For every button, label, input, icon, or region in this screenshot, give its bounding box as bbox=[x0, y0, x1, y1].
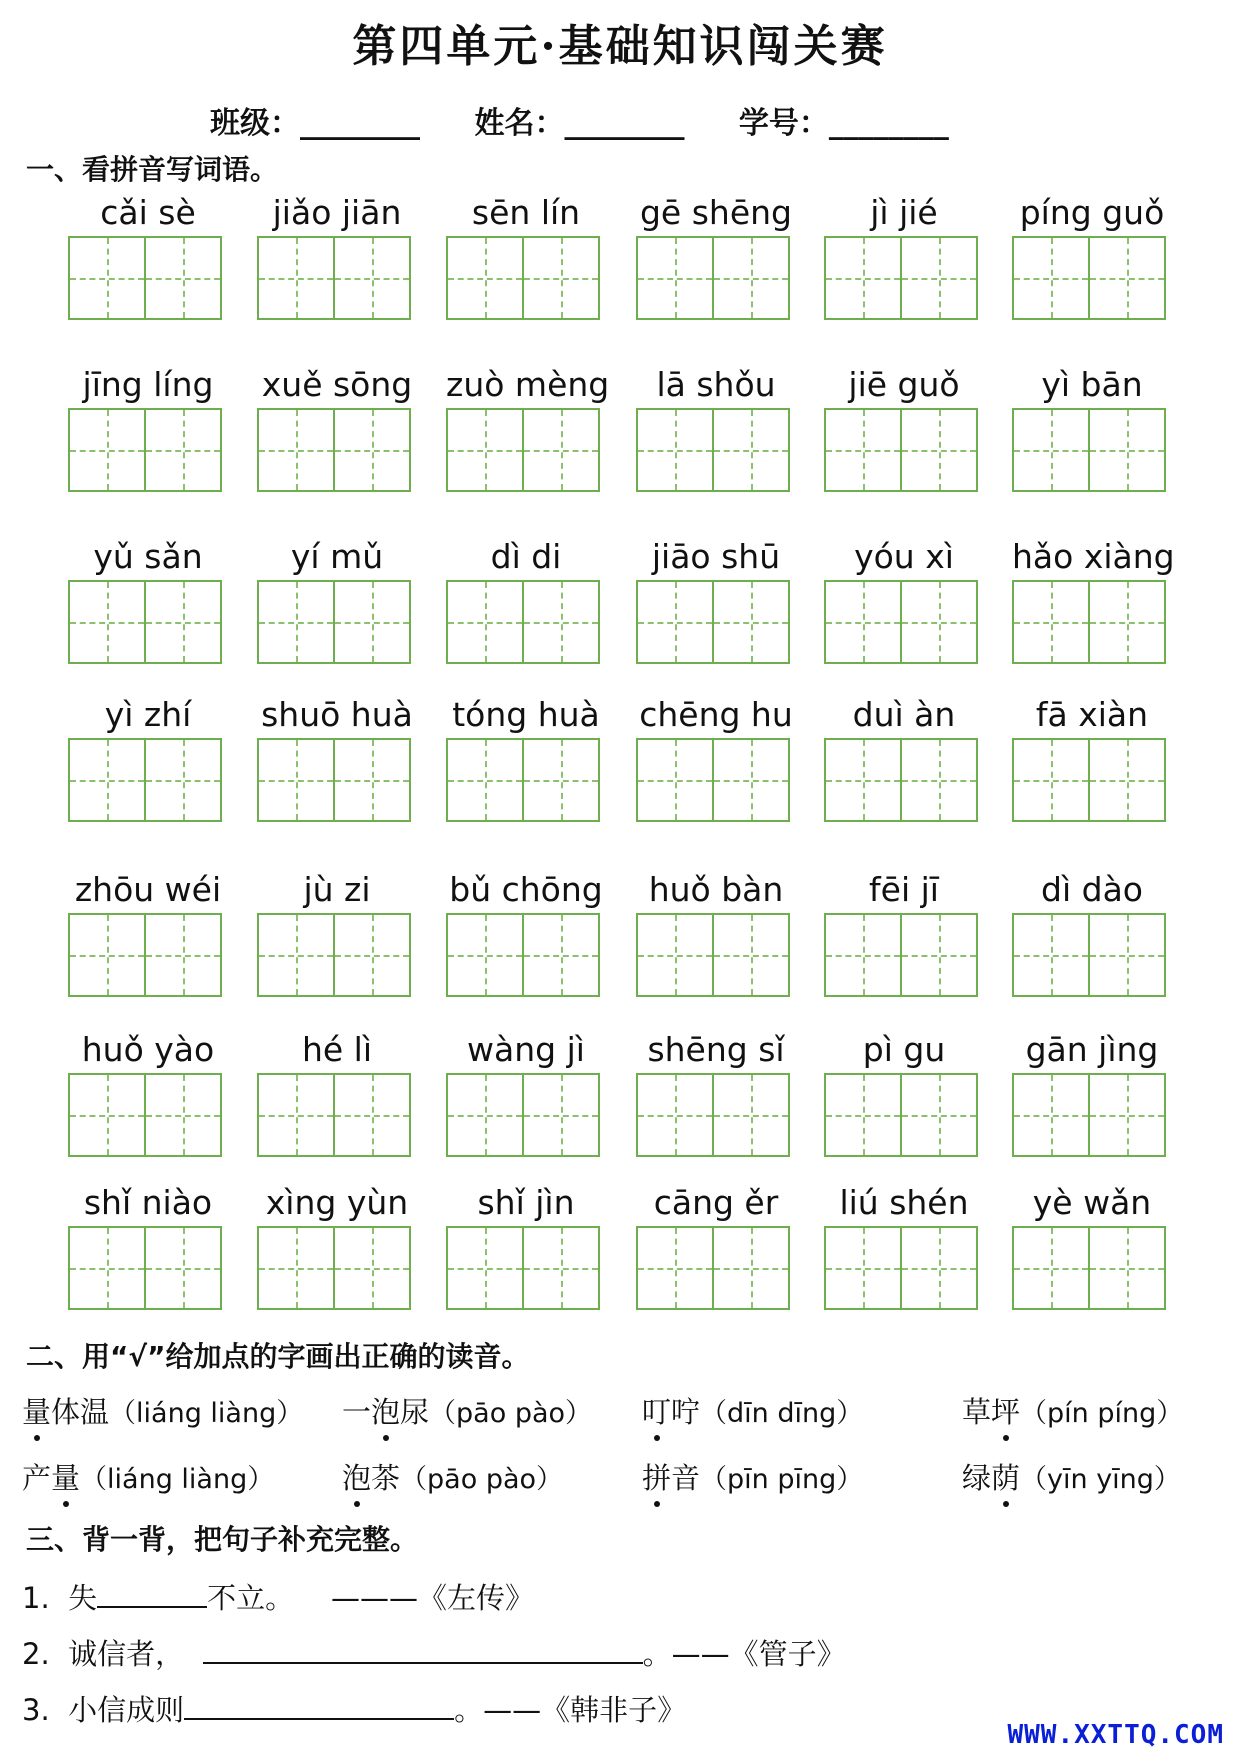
writing-cell[interactable] bbox=[257, 1073, 335, 1157]
tianzige-box-pair bbox=[824, 1226, 984, 1310]
writing-cell[interactable] bbox=[144, 738, 222, 822]
writing-cell[interactable] bbox=[636, 1073, 714, 1157]
pinyin-label: jīng líng bbox=[82, 365, 214, 404]
pinyin-options[interactable]: （pín píng） bbox=[1020, 1398, 1184, 1429]
pinyin-options[interactable]: （pīn pīng） bbox=[700, 1464, 864, 1495]
writing-cell[interactable] bbox=[1088, 1226, 1166, 1310]
tianzige-box-pair bbox=[1012, 1073, 1172, 1157]
word-item bbox=[446, 190, 606, 320]
writing-cell[interactable] bbox=[333, 1073, 411, 1157]
pinyin-label: bǔ chōng bbox=[449, 870, 603, 909]
writing-cell[interactable] bbox=[636, 738, 714, 822]
tianzige-box-pair bbox=[446, 738, 606, 822]
dotted-character: 量 bbox=[22, 1390, 51, 1431]
tianzige-box-pair bbox=[68, 1073, 228, 1157]
reading-item[interactable] bbox=[22, 1456, 342, 1497]
pinyin-label: jiē guǒ bbox=[848, 365, 960, 404]
word-item bbox=[1012, 1027, 1172, 1157]
pinyin-label: liú shén bbox=[839, 1183, 969, 1222]
word-row bbox=[0, 692, 1240, 867]
tianzige-box-pair bbox=[1012, 408, 1172, 492]
writing-cell[interactable] bbox=[636, 580, 714, 664]
pinyin-label: huǒ bàn bbox=[648, 870, 784, 909]
writing-cell[interactable] bbox=[1012, 738, 1090, 822]
tianzige-box-pair bbox=[1012, 580, 1172, 664]
tianzige-box-pair bbox=[257, 408, 417, 492]
writing-cell[interactable] bbox=[144, 236, 222, 320]
writing-cell[interactable] bbox=[257, 738, 335, 822]
word-item bbox=[1012, 867, 1172, 997]
pinyin-label: huǒ yào bbox=[81, 1030, 215, 1069]
pinyin-label: píng guǒ bbox=[1019, 193, 1165, 232]
section1-heading: 一、看拼音写词语。 bbox=[26, 153, 279, 186]
writing-cell[interactable] bbox=[333, 236, 411, 320]
pinyin-label: dì dào bbox=[1041, 870, 1143, 909]
tianzige-box-pair bbox=[824, 408, 984, 492]
writing-cell[interactable] bbox=[68, 1226, 146, 1310]
writing-cell[interactable] bbox=[68, 1073, 146, 1157]
tianzige-box-pair bbox=[636, 738, 796, 822]
pinyin-options[interactable]: （yīn yīng） bbox=[1020, 1464, 1181, 1495]
line-number: 3. bbox=[22, 1693, 50, 1727]
line-prefix: 诚信者， bbox=[68, 1637, 185, 1671]
writing-cell[interactable] bbox=[144, 580, 222, 664]
writing-cell[interactable] bbox=[522, 913, 600, 997]
word-item bbox=[68, 362, 228, 492]
writing-cell[interactable] bbox=[1012, 1226, 1090, 1310]
recite-line-1 bbox=[22, 1576, 534, 1617]
word-text: 一 bbox=[342, 1395, 372, 1429]
word-item bbox=[257, 1027, 417, 1157]
dotted-character: 叮 bbox=[642, 1390, 671, 1431]
writing-cell[interactable] bbox=[446, 236, 524, 320]
pinyin-label: jù zi bbox=[303, 870, 371, 909]
writing-cell[interactable] bbox=[636, 408, 714, 492]
writing-cell[interactable] bbox=[824, 1073, 902, 1157]
writing-cell[interactable] bbox=[446, 1073, 524, 1157]
reading-item[interactable] bbox=[342, 1390, 642, 1431]
tianzige-box-pair bbox=[1012, 738, 1172, 822]
word-item bbox=[257, 867, 417, 997]
writing-cell[interactable] bbox=[446, 913, 524, 997]
writing-cell[interactable] bbox=[824, 913, 902, 997]
pinyin-label: gē shēng bbox=[639, 193, 792, 232]
word-item bbox=[257, 190, 417, 320]
writing-cell[interactable] bbox=[900, 913, 978, 997]
word-item bbox=[636, 362, 796, 492]
writing-cell[interactable] bbox=[333, 913, 411, 997]
tianzige-box-pair bbox=[824, 580, 984, 664]
writing-cell[interactable] bbox=[333, 580, 411, 664]
section2-heading: 二、用“√”给加点的字画出正确的读音。 bbox=[26, 1340, 530, 1373]
pinyin-label: chēng hu bbox=[639, 695, 793, 734]
section3-heading: 三、背一背，把句子补充完整。 bbox=[26, 1523, 419, 1556]
writing-cell[interactable] bbox=[1088, 580, 1166, 664]
pinyin-label: zhōu wéi bbox=[74, 870, 222, 909]
dotted-character: 量 bbox=[51, 1456, 80, 1497]
reading-row bbox=[22, 1390, 1232, 1456]
pinyin-label: duì àn bbox=[852, 695, 956, 734]
tianzige-box-pair bbox=[636, 408, 796, 492]
tianzige-box-pair bbox=[824, 1073, 984, 1157]
pinyin-label: zuò mèng bbox=[446, 365, 610, 404]
tianzige-box-pair bbox=[1012, 236, 1172, 320]
dotted-character: 泡 bbox=[371, 1390, 400, 1431]
word-text: 咛 bbox=[671, 1395, 701, 1429]
tianzige-box-pair bbox=[257, 1073, 417, 1157]
reading-choices bbox=[22, 1390, 1232, 1522]
reading-item[interactable] bbox=[22, 1390, 342, 1431]
pinyin-options[interactable]: （dīn dīng） bbox=[700, 1398, 864, 1429]
word-item bbox=[1012, 362, 1172, 492]
writing-cell[interactable] bbox=[636, 913, 714, 997]
word-item bbox=[1012, 692, 1172, 822]
word-item bbox=[824, 692, 984, 822]
writing-cell[interactable] bbox=[824, 1226, 902, 1310]
student-id-field[interactable]: 学号：________ bbox=[738, 106, 949, 141]
recite-line-2 bbox=[22, 1632, 846, 1673]
writing-cell[interactable] bbox=[900, 1226, 978, 1310]
pinyin-label: yì bān bbox=[1041, 365, 1143, 404]
reading-item[interactable] bbox=[642, 1456, 962, 1497]
writing-cell[interactable] bbox=[1012, 236, 1090, 320]
word-item bbox=[1012, 190, 1172, 320]
word-row bbox=[0, 1180, 1240, 1340]
word-item bbox=[824, 1180, 984, 1310]
writing-cell[interactable] bbox=[257, 236, 335, 320]
writing-cell[interactable] bbox=[900, 408, 978, 492]
writing-cell[interactable] bbox=[522, 236, 600, 320]
tianzige-box-pair bbox=[636, 580, 796, 664]
tianzige-box-pair bbox=[257, 236, 417, 320]
page-title: 第四单元·基础知识闯关赛 bbox=[352, 21, 888, 72]
pinyin-label: xìng yùn bbox=[265, 1183, 409, 1222]
writing-cell[interactable] bbox=[1088, 236, 1166, 320]
word-item bbox=[636, 1180, 796, 1310]
dotted-character: 泡 bbox=[342, 1456, 371, 1497]
tianzige-box-pair bbox=[1012, 913, 1172, 997]
pinyin-word-grid bbox=[0, 190, 1240, 1340]
line-source: ———《左传》 bbox=[331, 1581, 535, 1615]
word-item bbox=[636, 534, 796, 664]
line-number: 1. bbox=[22, 1581, 50, 1615]
pinyin-label: xuě sōng bbox=[261, 365, 413, 404]
word-text: 草 bbox=[962, 1395, 992, 1429]
writing-cell[interactable] bbox=[144, 408, 222, 492]
pinyin-label: pì gu bbox=[862, 1030, 946, 1069]
writing-cell[interactable] bbox=[333, 408, 411, 492]
dotted-character: 荫 bbox=[991, 1456, 1020, 1497]
word-item bbox=[68, 867, 228, 997]
word-item bbox=[636, 190, 796, 320]
word-item bbox=[1012, 1180, 1172, 1310]
writing-cell[interactable] bbox=[446, 408, 524, 492]
writing-cell[interactable] bbox=[712, 408, 790, 492]
pinyin-label: yí mǔ bbox=[290, 537, 384, 576]
pinyin-label: yǔ sǎn bbox=[93, 537, 203, 576]
tianzige-box-pair bbox=[446, 408, 606, 492]
pinyin-label: jiǎo jiān bbox=[272, 193, 402, 232]
writing-cell[interactable] bbox=[1012, 1073, 1090, 1157]
pinyin-label: shǐ jìn bbox=[477, 1183, 575, 1222]
writing-cell[interactable] bbox=[1088, 913, 1166, 997]
tianzige-box-pair bbox=[68, 236, 228, 320]
writing-cell[interactable] bbox=[712, 913, 790, 997]
writing-cell[interactable] bbox=[144, 913, 222, 997]
site-watermark: WWW.XXTTQ.COM bbox=[1007, 1720, 1224, 1750]
reading-row bbox=[22, 1456, 1232, 1522]
tianzige-box-pair bbox=[636, 236, 796, 320]
word-item bbox=[446, 1180, 606, 1310]
pinyin-options[interactable]: （liáng liàng） bbox=[80, 1464, 275, 1495]
tianzige-box-pair bbox=[1012, 1226, 1172, 1310]
pinyin-label: cāng ěr bbox=[653, 1183, 779, 1222]
writing-cell[interactable] bbox=[446, 580, 524, 664]
word-item bbox=[68, 1180, 228, 1310]
word-item bbox=[257, 1180, 417, 1310]
pinyin-label: hǎo xiàng bbox=[1012, 537, 1175, 576]
word-row bbox=[0, 190, 1240, 362]
writing-cell[interactable] bbox=[68, 738, 146, 822]
word-item bbox=[257, 534, 417, 664]
answer-blank[interactable] bbox=[184, 1688, 454, 1720]
word-item bbox=[446, 692, 606, 822]
pinyin-label: shuō huà bbox=[261, 695, 413, 734]
writing-cell[interactable] bbox=[522, 1073, 600, 1157]
writing-cell[interactable] bbox=[522, 1226, 600, 1310]
line-source: ——《韩非子》 bbox=[483, 1693, 687, 1727]
writing-cell[interactable] bbox=[522, 738, 600, 822]
student-info bbox=[210, 98, 1110, 142]
pinyin-label: hé lì bbox=[301, 1030, 373, 1069]
writing-cell[interactable] bbox=[900, 1073, 978, 1157]
tianzige-box-pair bbox=[636, 1226, 796, 1310]
line-suffix: 。 bbox=[454, 1693, 484, 1727]
writing-cell[interactable] bbox=[636, 236, 714, 320]
word-item bbox=[824, 190, 984, 320]
pinyin-options[interactable]: （pāo pào） bbox=[429, 1398, 593, 1429]
pinyin-label: shǐ niào bbox=[83, 1183, 213, 1222]
line-prefix: 小信成则 bbox=[68, 1693, 185, 1727]
word-item bbox=[636, 692, 796, 822]
tianzige-box-pair bbox=[446, 913, 606, 997]
writing-cell[interactable] bbox=[712, 236, 790, 320]
writing-cell[interactable] bbox=[1012, 580, 1090, 664]
writing-cell[interactable] bbox=[68, 408, 146, 492]
writing-cell[interactable] bbox=[68, 580, 146, 664]
tianzige-box-pair bbox=[446, 236, 606, 320]
word-item bbox=[824, 867, 984, 997]
writing-cell[interactable] bbox=[144, 1226, 222, 1310]
pinyin-label: dì di bbox=[490, 537, 562, 576]
reading-item[interactable] bbox=[962, 1456, 1232, 1497]
tianzige-box-pair bbox=[824, 738, 984, 822]
writing-cell[interactable] bbox=[333, 738, 411, 822]
line-number: 2. bbox=[22, 1637, 50, 1671]
word-item bbox=[824, 1027, 984, 1157]
word-text: 绿 bbox=[962, 1461, 992, 1495]
pinyin-label: yì zhí bbox=[104, 695, 192, 734]
pinyin-label: yóu xì bbox=[854, 537, 954, 576]
word-item bbox=[68, 190, 228, 320]
word-row bbox=[0, 534, 1240, 692]
word-item bbox=[824, 534, 984, 664]
word-text: 产 bbox=[22, 1461, 52, 1495]
tianzige-box-pair bbox=[824, 913, 984, 997]
writing-cell[interactable] bbox=[900, 236, 978, 320]
pinyin-label: yè wǎn bbox=[1032, 1183, 1152, 1222]
writing-cell[interactable] bbox=[900, 738, 978, 822]
writing-cell[interactable] bbox=[1088, 408, 1166, 492]
word-text: 茶 bbox=[371, 1461, 401, 1495]
word-item bbox=[257, 692, 417, 822]
line-suffix: 。 bbox=[642, 1637, 672, 1671]
name-field[interactable]: 姓名：________ bbox=[474, 106, 685, 141]
word-item bbox=[68, 534, 228, 664]
word-item bbox=[824, 362, 984, 492]
pinyin-label: lā shǒu bbox=[656, 365, 776, 404]
word-item bbox=[257, 362, 417, 492]
writing-cell[interactable] bbox=[446, 1226, 524, 1310]
writing-cell[interactable] bbox=[522, 580, 600, 664]
tianzige-box-pair bbox=[68, 738, 228, 822]
tianzige-box-pair bbox=[257, 580, 417, 664]
dotted-character: 坪 bbox=[991, 1390, 1020, 1431]
writing-cell[interactable] bbox=[712, 1073, 790, 1157]
word-row bbox=[0, 867, 1240, 1027]
pinyin-label: jiāo shū bbox=[651, 537, 781, 576]
class-field[interactable]: 班级：________ bbox=[210, 106, 420, 141]
reading-item[interactable] bbox=[962, 1390, 1232, 1431]
tianzige-box-pair bbox=[257, 738, 417, 822]
word-item bbox=[68, 1027, 228, 1157]
tianzige-box-pair bbox=[636, 1073, 796, 1157]
tianzige-box-pair bbox=[446, 580, 606, 664]
writing-cell[interactable] bbox=[257, 1226, 335, 1310]
writing-cell[interactable] bbox=[333, 1226, 411, 1310]
writing-cell[interactable] bbox=[824, 580, 902, 664]
tianzige-box-pair bbox=[636, 913, 796, 997]
pinyin-label: tóng huà bbox=[452, 695, 600, 734]
writing-cell[interactable] bbox=[1012, 408, 1090, 492]
reading-item[interactable] bbox=[642, 1390, 962, 1431]
recite-line-3 bbox=[22, 1688, 686, 1729]
writing-cell[interactable] bbox=[900, 580, 978, 664]
line-prefix: 失 bbox=[68, 1581, 98, 1615]
writing-cell[interactable] bbox=[712, 580, 790, 664]
word-item bbox=[636, 1027, 796, 1157]
word-text: 尿 bbox=[400, 1395, 430, 1429]
writing-cell[interactable] bbox=[824, 408, 902, 492]
tianzige-box-pair bbox=[257, 913, 417, 997]
writing-cell[interactable] bbox=[712, 738, 790, 822]
tianzige-box-pair bbox=[68, 913, 228, 997]
line-source: ——《管子》 bbox=[671, 1637, 846, 1671]
writing-cell[interactable] bbox=[824, 236, 902, 320]
word-row bbox=[0, 362, 1240, 534]
writing-cell[interactable] bbox=[824, 738, 902, 822]
answer-blank[interactable] bbox=[97, 1576, 207, 1608]
word-text: 体温 bbox=[51, 1395, 110, 1429]
writing-cell[interactable] bbox=[522, 408, 600, 492]
writing-cell[interactable] bbox=[68, 913, 146, 997]
pinyin-label: sēn lín bbox=[471, 193, 581, 232]
line-suffix: 不立。 bbox=[207, 1581, 295, 1615]
pinyin-label: fā xiàn bbox=[1035, 695, 1149, 734]
tianzige-box-pair bbox=[68, 580, 228, 664]
writing-cell[interactable] bbox=[1088, 738, 1166, 822]
tianzige-box-pair bbox=[446, 1226, 606, 1310]
pinyin-label: gān jìng bbox=[1025, 1030, 1159, 1069]
dotted-character: 拼 bbox=[642, 1456, 671, 1497]
word-item bbox=[446, 534, 606, 664]
writing-cell[interactable] bbox=[257, 408, 335, 492]
word-item bbox=[446, 362, 610, 492]
tianzige-box-pair bbox=[257, 1226, 417, 1310]
tianzige-box-pair bbox=[68, 1226, 228, 1310]
word-row bbox=[0, 1027, 1240, 1180]
pinyin-label: fēi jī bbox=[869, 870, 939, 909]
writing-cell[interactable] bbox=[1088, 1073, 1166, 1157]
word-item bbox=[446, 1027, 606, 1157]
word-item bbox=[446, 867, 606, 997]
writing-cell[interactable] bbox=[636, 1226, 714, 1310]
writing-cell[interactable] bbox=[144, 1073, 222, 1157]
writing-cell[interactable] bbox=[446, 738, 524, 822]
pinyin-options[interactable]: （pāo pào） bbox=[400, 1464, 564, 1495]
writing-cell[interactable] bbox=[712, 1226, 790, 1310]
word-text: 音 bbox=[671, 1461, 701, 1495]
tianzige-box-pair bbox=[68, 408, 228, 492]
word-item bbox=[68, 692, 228, 822]
writing-cell[interactable] bbox=[68, 236, 146, 320]
word-item bbox=[636, 867, 796, 997]
pinyin-label: shēng sǐ bbox=[647, 1030, 785, 1069]
writing-cell[interactable] bbox=[1012, 913, 1090, 997]
pinyin-options[interactable]: （liáng liàng） bbox=[109, 1398, 304, 1429]
word-item bbox=[1012, 534, 1175, 664]
tianzige-box-pair bbox=[446, 1073, 606, 1157]
pinyin-label: cǎi sè bbox=[100, 193, 196, 232]
writing-cell[interactable] bbox=[257, 913, 335, 997]
answer-blank[interactable] bbox=[203, 1632, 643, 1664]
writing-cell[interactable] bbox=[257, 580, 335, 664]
pinyin-label: jì jié bbox=[870, 193, 938, 232]
pinyin-label: wàng jì bbox=[467, 1030, 585, 1069]
tianzige-box-pair bbox=[824, 236, 984, 320]
reading-item[interactable] bbox=[342, 1456, 642, 1497]
